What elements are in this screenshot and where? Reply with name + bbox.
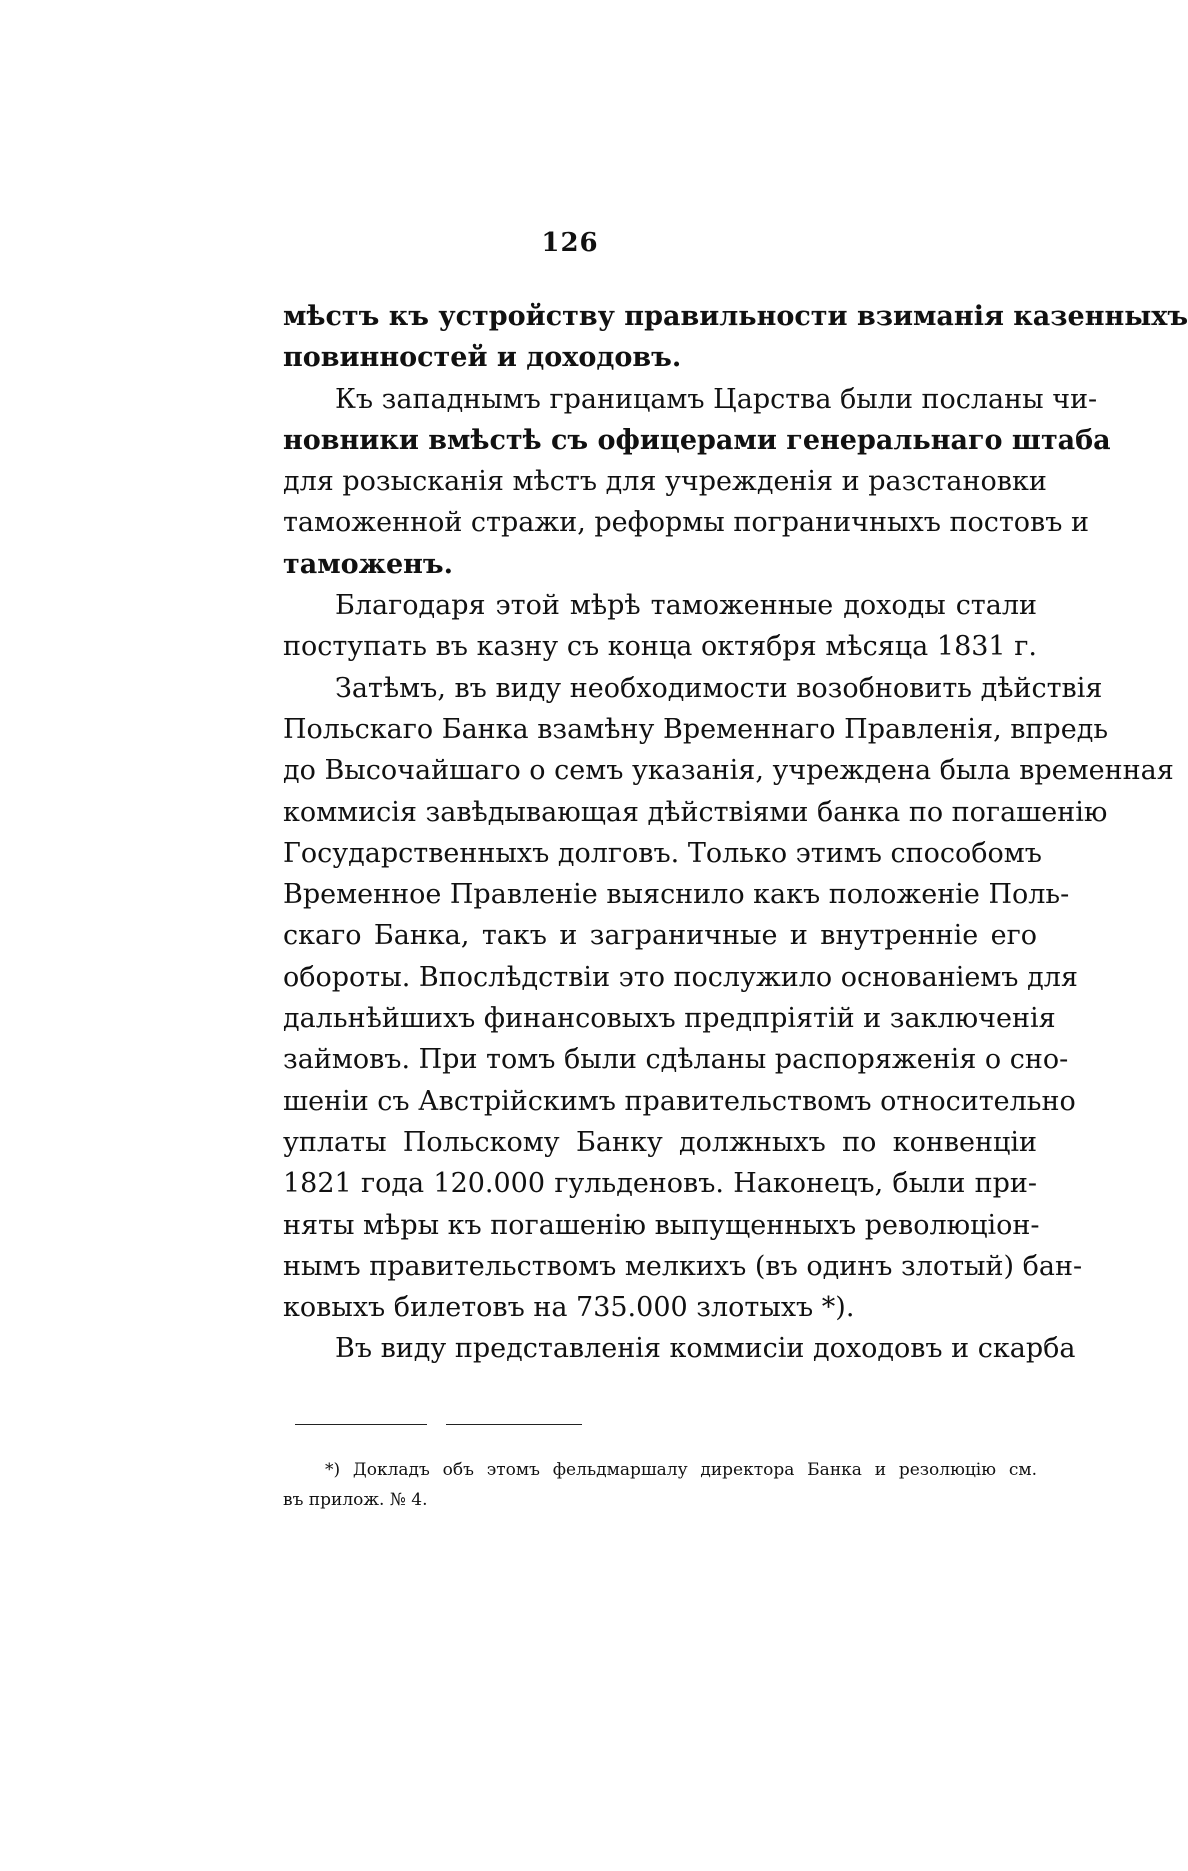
- text-line: до Высочайшаго о семъ указанія, учреждена была временная: [283, 755, 1174, 787]
- text-line: коммисія завѣдывающая дѣйствіями банка по погашенію: [283, 796, 1108, 828]
- text-line: Къ западнымъ границамъ Царства были посланы чи-: [335, 383, 1098, 415]
- text-line: займовъ. При томъ были сдѣланы распоряженія о сно-: [283, 1044, 1069, 1076]
- text-line: нымъ правительствомъ мелкихъ (въ одинъ злотый) бан-: [283, 1250, 1083, 1282]
- text-line: Временное Правленіе выяснило какъ положеніе Поль-: [283, 879, 1070, 911]
- footnote-rule: [295, 1424, 427, 1425]
- text-line: скаго Банка, такъ и заграничные и внутренніе его: [283, 920, 1037, 952]
- body-text: [283, 296, 1188, 1370]
- text-line: Затѣмъ, въ виду необходимости возобновить дѣйствія: [335, 672, 1103, 704]
- page-number: 126: [541, 228, 599, 258]
- text-line: поступать въ казну съ конца октября мѣсяца 1831 г.: [283, 631, 1037, 663]
- footnote-rule: [446, 1424, 582, 1425]
- text-line: дальнѣйшихъ финансовыхъ предпріятій и заключенія: [283, 1003, 1056, 1035]
- text-line: таможенъ.: [283, 548, 454, 580]
- text-line: уплаты Польскому Банку должныхъ по конвенціи: [283, 1126, 1037, 1158]
- footnote: [283, 1455, 1037, 1515]
- text-line: новники вмѣстѣ съ офицерами генеральнаго штаба: [283, 424, 1111, 456]
- text-line: повинностей и доходовъ.: [283, 342, 682, 374]
- text-line: таможенной стражи, реформы пограничныхъ постовъ и: [283, 507, 1089, 539]
- text-line: ковыхъ билетовъ на 735.000 злотыхъ *).: [283, 1292, 855, 1324]
- text-line: для розысканія мѣстъ для учрежденія и разстановки: [283, 466, 1047, 498]
- text-line: Государственныхъ долговъ. Только этимъ способомъ: [283, 837, 1042, 869]
- footnote-line: *) Докладъ объ этомъ фельдмаршалу директора Банка и резолюцію см.: [325, 1460, 1037, 1480]
- text-line: мѣстъ къ устройству правильности взиманія казенныхъ: [283, 301, 1188, 332]
- footnote-line: въ прилож. № 4.: [283, 1490, 428, 1510]
- text-line: Благодаря этой мѣрѣ таможенные доходы стали: [335, 590, 1037, 622]
- text-line: Въ виду представленія коммисіи доходовъ и скарба: [335, 1333, 1076, 1365]
- text-line: няты мѣры къ погашенію выпущенныхъ революціон-: [283, 1209, 1040, 1241]
- text-line: обороты. Впослѣдствіи это послужило основаніемъ для: [283, 961, 1078, 993]
- text-line: 1821 года 120.000 гульденовъ. Наконецъ, были при-: [283, 1168, 1037, 1200]
- text-line: Польскаго Банка взамѣну Временнаго Правленія, впредь: [283, 713, 1109, 745]
- text-line: шеніи съ Австрійскимъ правительствомъ относительно: [283, 1085, 1076, 1117]
